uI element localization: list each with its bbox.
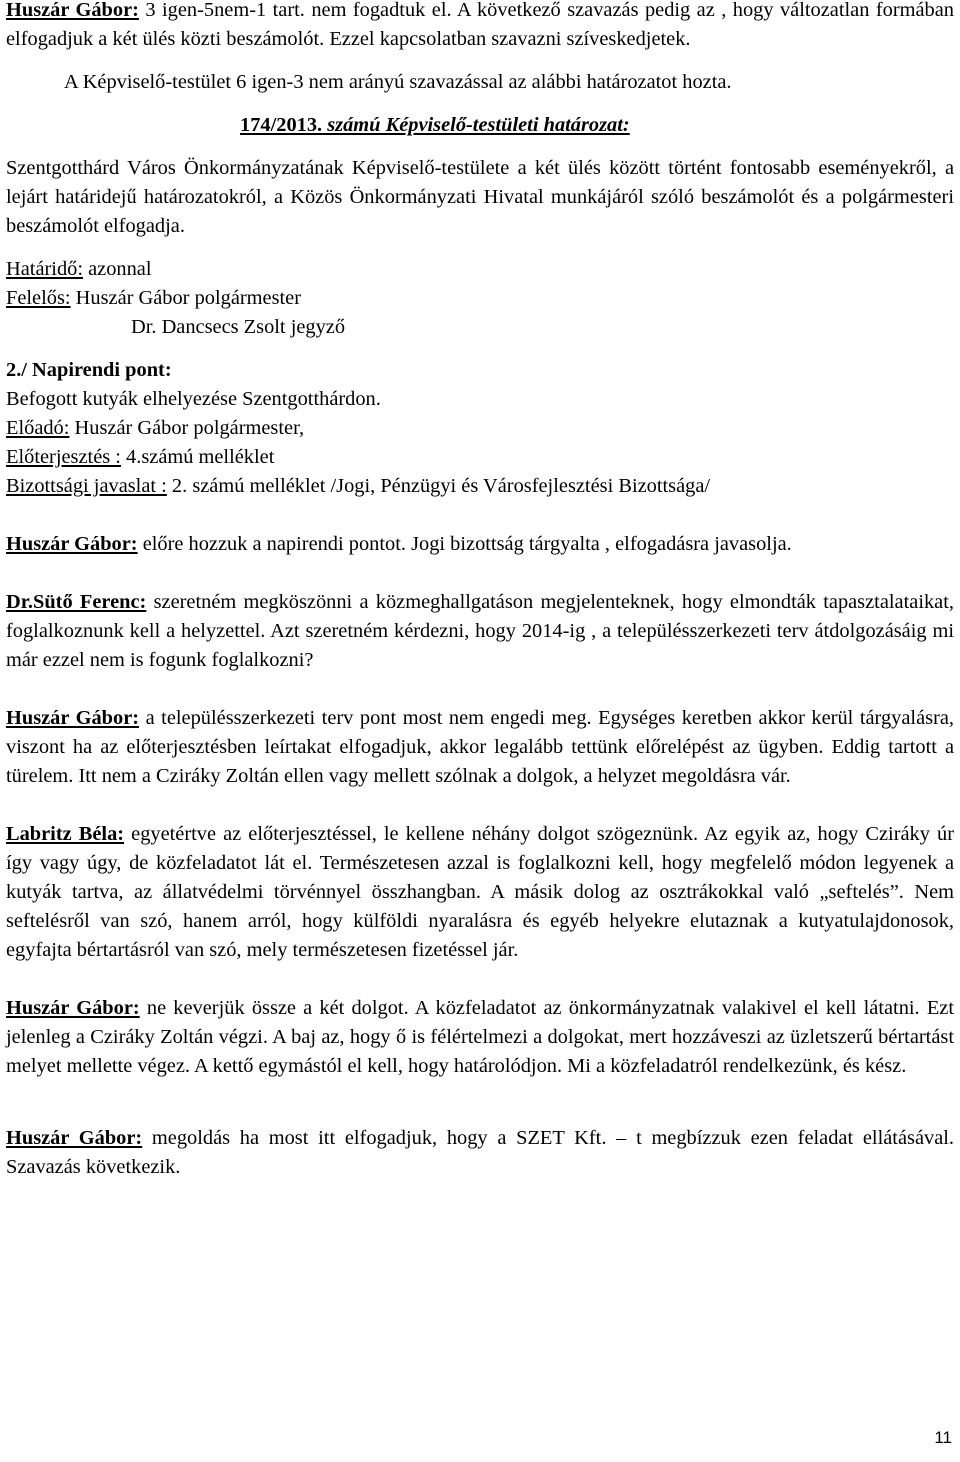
deadline-label: Határidő: <box>6 258 84 280</box>
paragraph-speech <box>6 994 954 1081</box>
speech-text: egyetértve az előterjesztéssel, le kellene néhány dolgot szögeznünk. Az egyik az, hogy Cziráky úr így vagy úgy, de közfeladatot lát el. Természetesen azzal is foglalkozni kell, hogy megfelelő módon legyenek a kutyák tartva, az állatvédelmi törvénnyel összhangban. A másik dolog az osztrákokkal való „seftelés”. Nem seftelésről van szó, hanem arról, hogy külföldi nyaralásra és egyéb helyekre elutaznak a kutyatulajdonosok, egyfajta bértartásról van szó, mely természetesen fizetéssel jár. <box>6 823 955 961</box>
presenter-value: Huszár Gábor polgármester, <box>69 417 305 439</box>
speech-text: 3 igen-5nem-1 tart. nem fogadtuk el. A következő szavazás pedig az , hogy változatlan formában elfogadjuk a két ülés közti beszámolót. Ezzel kapcsolatban szavazni szíveskedjetek. <box>6 0 954 50</box>
resolution-responsible-2: Dr. Dancsecs Zsolt jegyző <box>131 316 346 338</box>
resolution-label: számú Képviselő-testületi határozat: <box>322 114 630 136</box>
agenda-heading: 2./ Napirendi pont: <box>6 359 172 381</box>
resolution-deadline <box>6 255 954 284</box>
responsible-label: Felelős: <box>6 287 71 309</box>
agenda-presenter <box>6 414 954 443</box>
resolution-number: 174/2013. <box>240 114 323 136</box>
agenda-topic: Befogott kutyák elhelyezése Szentgotthárdon. <box>6 388 381 410</box>
responsible-value: Huszár Gábor polgármester <box>70 287 302 309</box>
paragraph-vote-result <box>6 0 954 54</box>
paragraph-speech <box>6 588 954 675</box>
document-page <box>6 0 954 1182</box>
speech-text: ne keverjük össze a két dolgot. A közfeladatot az önkormányzatnak valakivel el kell látatni. Ezt jelenleg a Cziráky Zoltán végzi. A baj az, hogy ő is félértelmezi a dolgokat, mert hozzáveszi az üzletszerű bértartást melyet mellette végez. A kettő egymástól el kell, hogy határolódjon. Mi a közfeladatról rendelkezünk, és kész. <box>6 997 955 1077</box>
speaker-name: Huszár Gábor: <box>6 707 140 729</box>
speaker-name: Huszár Gábor: <box>6 533 138 555</box>
speaker-name: Huszár Gábor: <box>6 1127 143 1149</box>
resolution-body: Szentgotthárd Város Önkormányzatának Képviselő-testülete a két ülés között történt fontosabb eseményekről, a lejárt határidejű határozatokról, a Közös Önkormányzati Hivatal munkájáról szóló beszámolót és a polgármesteri beszámolót elfogadja. <box>6 157 954 237</box>
paragraph-speech <box>6 530 954 559</box>
paragraph-speech <box>6 704 954 791</box>
speech-text: megoldás ha most itt elfogadjuk, hogy a SZET Kft. – t megbízzuk ezen feladat ellátásával. Szavazás következik. <box>6 1127 955 1178</box>
paragraph-speech <box>6 820 954 965</box>
proposal-value: 4.számú melléklet <box>120 446 275 468</box>
speaker-name: Labritz Béla: <box>6 823 125 845</box>
speaker-name: Huszár Gábor: <box>6 997 140 1019</box>
page-number: 11 <box>934 1428 952 1447</box>
speaker-name: Huszár Gábor: <box>6 0 139 21</box>
paragraph-speech <box>6 1124 954 1182</box>
committee-label: Bizottsági javaslat : <box>6 475 167 497</box>
proposal-label: Előterjesztés : <box>6 446 121 468</box>
committee-value: 2. számú melléklet /Jogi, Pénzügyi és Városfejlesztési Bizottsága/ <box>166 475 711 497</box>
agenda-committee <box>6 472 954 501</box>
presenter-label: Előadó: <box>6 417 70 439</box>
vote-statement: A Képviselő-testület 6 igen-3 nem arányú szavazással az alábbi határozatot hozta. <box>64 71 732 93</box>
agenda-proposal <box>6 443 954 472</box>
resolution-title <box>6 111 954 140</box>
speech-text: szeretném megköszönni a közmeghallgatáson megjelenteknek, hogy elmondták tapasztalataikat, foglalkoznunk kell a helyzettel. Azt szeretném kérdezni, hogy 2014-ig , a településszerkezeti terv átdolgozásáig mi már ezzel nem is fogunk foglalkozni? <box>6 591 954 671</box>
deadline-value: azonnal <box>83 258 152 280</box>
speaker-name: Dr.Sütő Ferenc: <box>6 591 147 613</box>
speech-text: a településszerkezeti terv pont most nem engedi meg. Egységes keretben akkor kerül tárgyalásra, viszont ha az előterjesztésben leírtakat elfogadjuk, akkor legalább tettünk előrelépést az ügyben. Eddig tartott a türelem. Itt nem a Cziráky Zoltán ellen vagy mellett szólnak a dolgok, a helyzet megoldásra vár. <box>6 707 955 787</box>
speech-text: előre hozzuk a napirendi pontot. Jogi bizottság tárgyalta , elfogadásra javasolja. <box>137 533 792 555</box>
resolution-responsible <box>6 284 954 313</box>
